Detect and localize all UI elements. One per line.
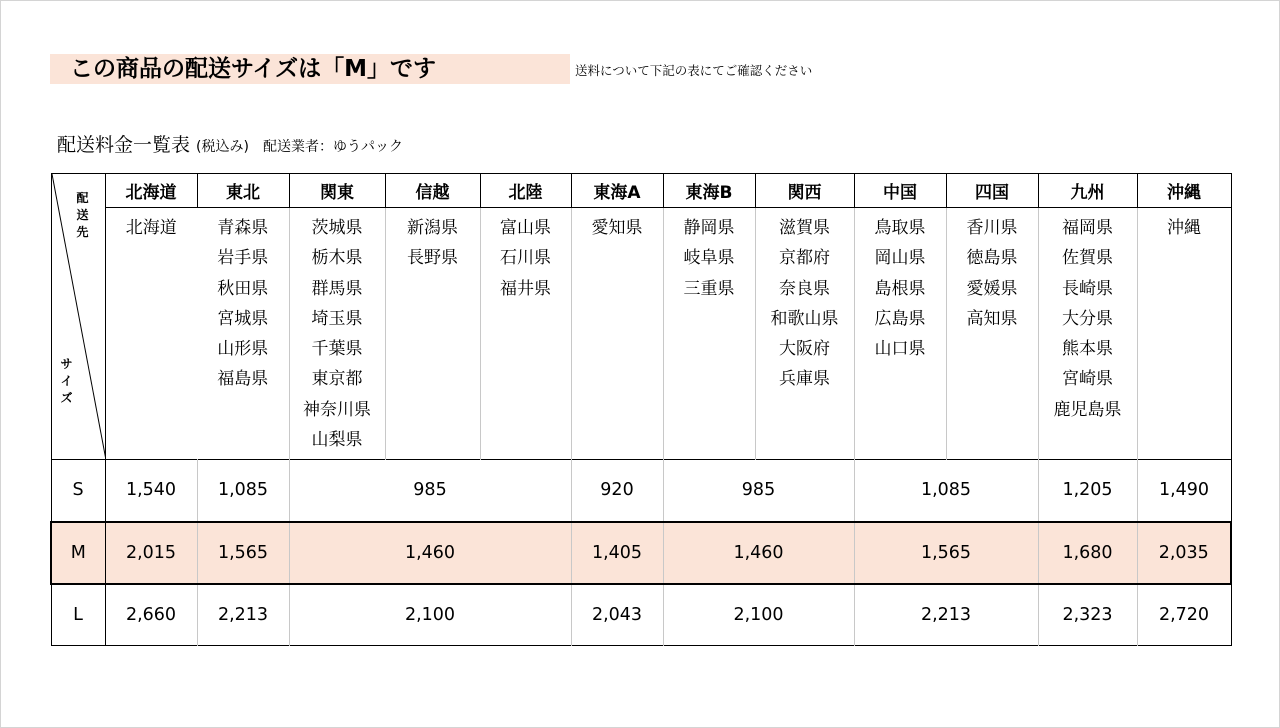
prefecture-name: 山口県 — [874, 339, 926, 360]
prefecture-name: 福島県 — [217, 369, 269, 390]
rate-cell: 1,405 — [571, 522, 663, 584]
size-banner — [50, 54, 570, 84]
size-cell: S — [51, 460, 105, 522]
prefecture-name: 愛知県 — [591, 218, 643, 238]
prefecture-name: 山形県 — [217, 339, 269, 360]
prefecture-name: 神奈川県 — [303, 399, 371, 420]
region-prefectures — [105, 208, 197, 460]
prefecture-name: 東京都 — [311, 369, 363, 390]
rate-table-title: 配送料金一覧表 — [57, 134, 191, 156]
prefecture-name: 富山県 — [500, 218, 551, 238]
shipping-note: 送料について下記の表にてご確認ください — [575, 63, 813, 78]
rate-cell: 2,720 — [1137, 584, 1231, 646]
prefecture-name: 宮城県 — [217, 308, 269, 329]
prefecture-name: 大分県 — [1062, 308, 1113, 329]
prefecture-name: 千葉県 — [311, 339, 363, 360]
rate-table-heading — [57, 130, 403, 157]
rate-cell: 1,085 — [854, 460, 1038, 522]
size-banner-text: この商品の配送サイズは「M」です — [70, 56, 437, 82]
prefecture-name: 熊本県 — [1062, 339, 1113, 360]
region-header: 信越 — [385, 174, 480, 208]
prefecture-name: 京都府 — [779, 248, 830, 269]
region-header: 北陸 — [480, 174, 571, 208]
rate-cell: 2,323 — [1038, 584, 1137, 646]
rate-cell: 1,680 — [1038, 522, 1137, 584]
rate-cell: 985 — [663, 460, 854, 522]
prefecture-name: 香川県 — [966, 218, 1018, 238]
region-header: 東海A — [571, 174, 663, 208]
rate-cell: 1,085 — [197, 460, 289, 522]
tax-note: (税込み) — [196, 139, 249, 155]
rate-cell: 1,565 — [854, 522, 1038, 584]
prefecture-name: 福岡県 — [1062, 218, 1113, 238]
rate-cell: 2,043 — [571, 584, 663, 646]
rate-cell: 2,100 — [663, 584, 854, 646]
prefecture-name: 佐賀県 — [1062, 248, 1113, 269]
prefecture-name: 栃木県 — [311, 248, 363, 269]
prefecture-name: 長野県 — [407, 248, 458, 269]
region-prefectures — [1038, 208, 1137, 460]
prefecture-name: 新潟県 — [407, 218, 458, 238]
prefecture-name: 高知県 — [966, 308, 1018, 329]
prefecture-name: 愛媛県 — [966, 278, 1018, 299]
rate-cell: 1,460 — [289, 522, 571, 584]
region-prefectures — [946, 208, 1038, 460]
carrier-label: 配送業者：ゆうパック — [262, 139, 403, 155]
rate-cell: 2,015 — [105, 522, 197, 584]
prefecture-name: 長崎県 — [1062, 278, 1113, 299]
prefecture-name: 大阪府 — [779, 339, 830, 360]
size-cell: M — [51, 522, 105, 584]
rate-cell: 1,540 — [105, 460, 197, 522]
corner-cell — [51, 174, 105, 460]
size-cell: L — [51, 584, 105, 646]
region-header: 中国 — [854, 174, 946, 208]
prefecture-name: 山梨県 — [311, 430, 363, 451]
region-prefectures — [480, 208, 571, 460]
region-prefectures — [197, 208, 289, 460]
prefecture-name: 和歌山県 — [770, 308, 839, 329]
region-prefectures — [854, 208, 946, 460]
region-header: 沖縄 — [1137, 174, 1231, 208]
prefecture-name: 岩手県 — [217, 248, 269, 269]
region-header: 東海B — [663, 174, 755, 208]
rate-cell: 985 — [289, 460, 571, 522]
prefecture-name: 徳島県 — [966, 248, 1018, 269]
region-header: 北海道 — [105, 174, 197, 208]
prefecture-name: 滋賀県 — [779, 218, 830, 238]
size-label: サ イ ズ — [60, 357, 73, 405]
rate-row-m — [51, 522, 1231, 584]
rate-cell: 2,100 — [289, 584, 571, 646]
region-prefectures — [289, 208, 385, 460]
rate-cell: 1,205 — [1038, 460, 1137, 522]
region-prefectures — [663, 208, 755, 460]
prefecture-name: 埼玉県 — [311, 308, 363, 329]
prefecture-name: 鹿児島県 — [1053, 399, 1122, 420]
prefecture-name: 北海道 — [125, 218, 177, 238]
rate-cell: 1,460 — [663, 522, 854, 584]
destination-label: 配 送 先 — [76, 191, 89, 239]
region-header: 関西 — [755, 174, 854, 208]
prefecture-name: 福井県 — [500, 278, 551, 299]
rate-cell: 920 — [571, 460, 663, 522]
prefecture-name: 鳥取県 — [874, 218, 926, 238]
prefecture-name: 群馬県 — [311, 278, 363, 299]
region-prefectures — [385, 208, 480, 460]
prefecture-name: 宮崎県 — [1062, 369, 1113, 390]
prefecture-name: 岡山県 — [874, 248, 926, 269]
prefecture-name: 石川県 — [500, 248, 551, 269]
region-header: 関東 — [289, 174, 385, 208]
rate-cell: 1,565 — [197, 522, 289, 584]
region-prefectures — [571, 208, 663, 460]
prefecture-name: 静岡県 — [683, 218, 735, 238]
prefecture-name: 沖縄 — [1167, 218, 1201, 238]
prefecture-name: 茨城県 — [311, 218, 363, 238]
rate-cell: 2,035 — [1137, 522, 1231, 584]
prefecture-name: 兵庫県 — [779, 369, 830, 390]
rate-cell: 2,213 — [197, 584, 289, 646]
rate-cell: 2,660 — [105, 584, 197, 646]
prefecture-name: 秋田県 — [217, 278, 269, 299]
prefecture-name: 奈良県 — [779, 278, 830, 299]
rate-cell: 2,213 — [854, 584, 1038, 646]
prefecture-name: 広島県 — [874, 308, 926, 329]
prefecture-name: 青森県 — [217, 218, 269, 238]
region-header: 四国 — [946, 174, 1038, 208]
region-header-row — [51, 174, 1231, 208]
region-prefectures — [755, 208, 854, 460]
prefecture-name: 岐阜県 — [683, 248, 735, 269]
rate-row-l — [51, 584, 1231, 646]
prefecture-row — [51, 208, 1231, 460]
prefecture-name: 三重県 — [683, 278, 735, 299]
shipping-rate-table — [50, 173, 1232, 646]
region-header: 東北 — [197, 174, 289, 208]
rate-cell: 1,490 — [1137, 460, 1231, 522]
prefecture-name: 島根県 — [874, 278, 926, 299]
region-header: 九州 — [1038, 174, 1137, 208]
region-prefectures — [1137, 208, 1231, 460]
rate-row-s — [51, 460, 1231, 522]
